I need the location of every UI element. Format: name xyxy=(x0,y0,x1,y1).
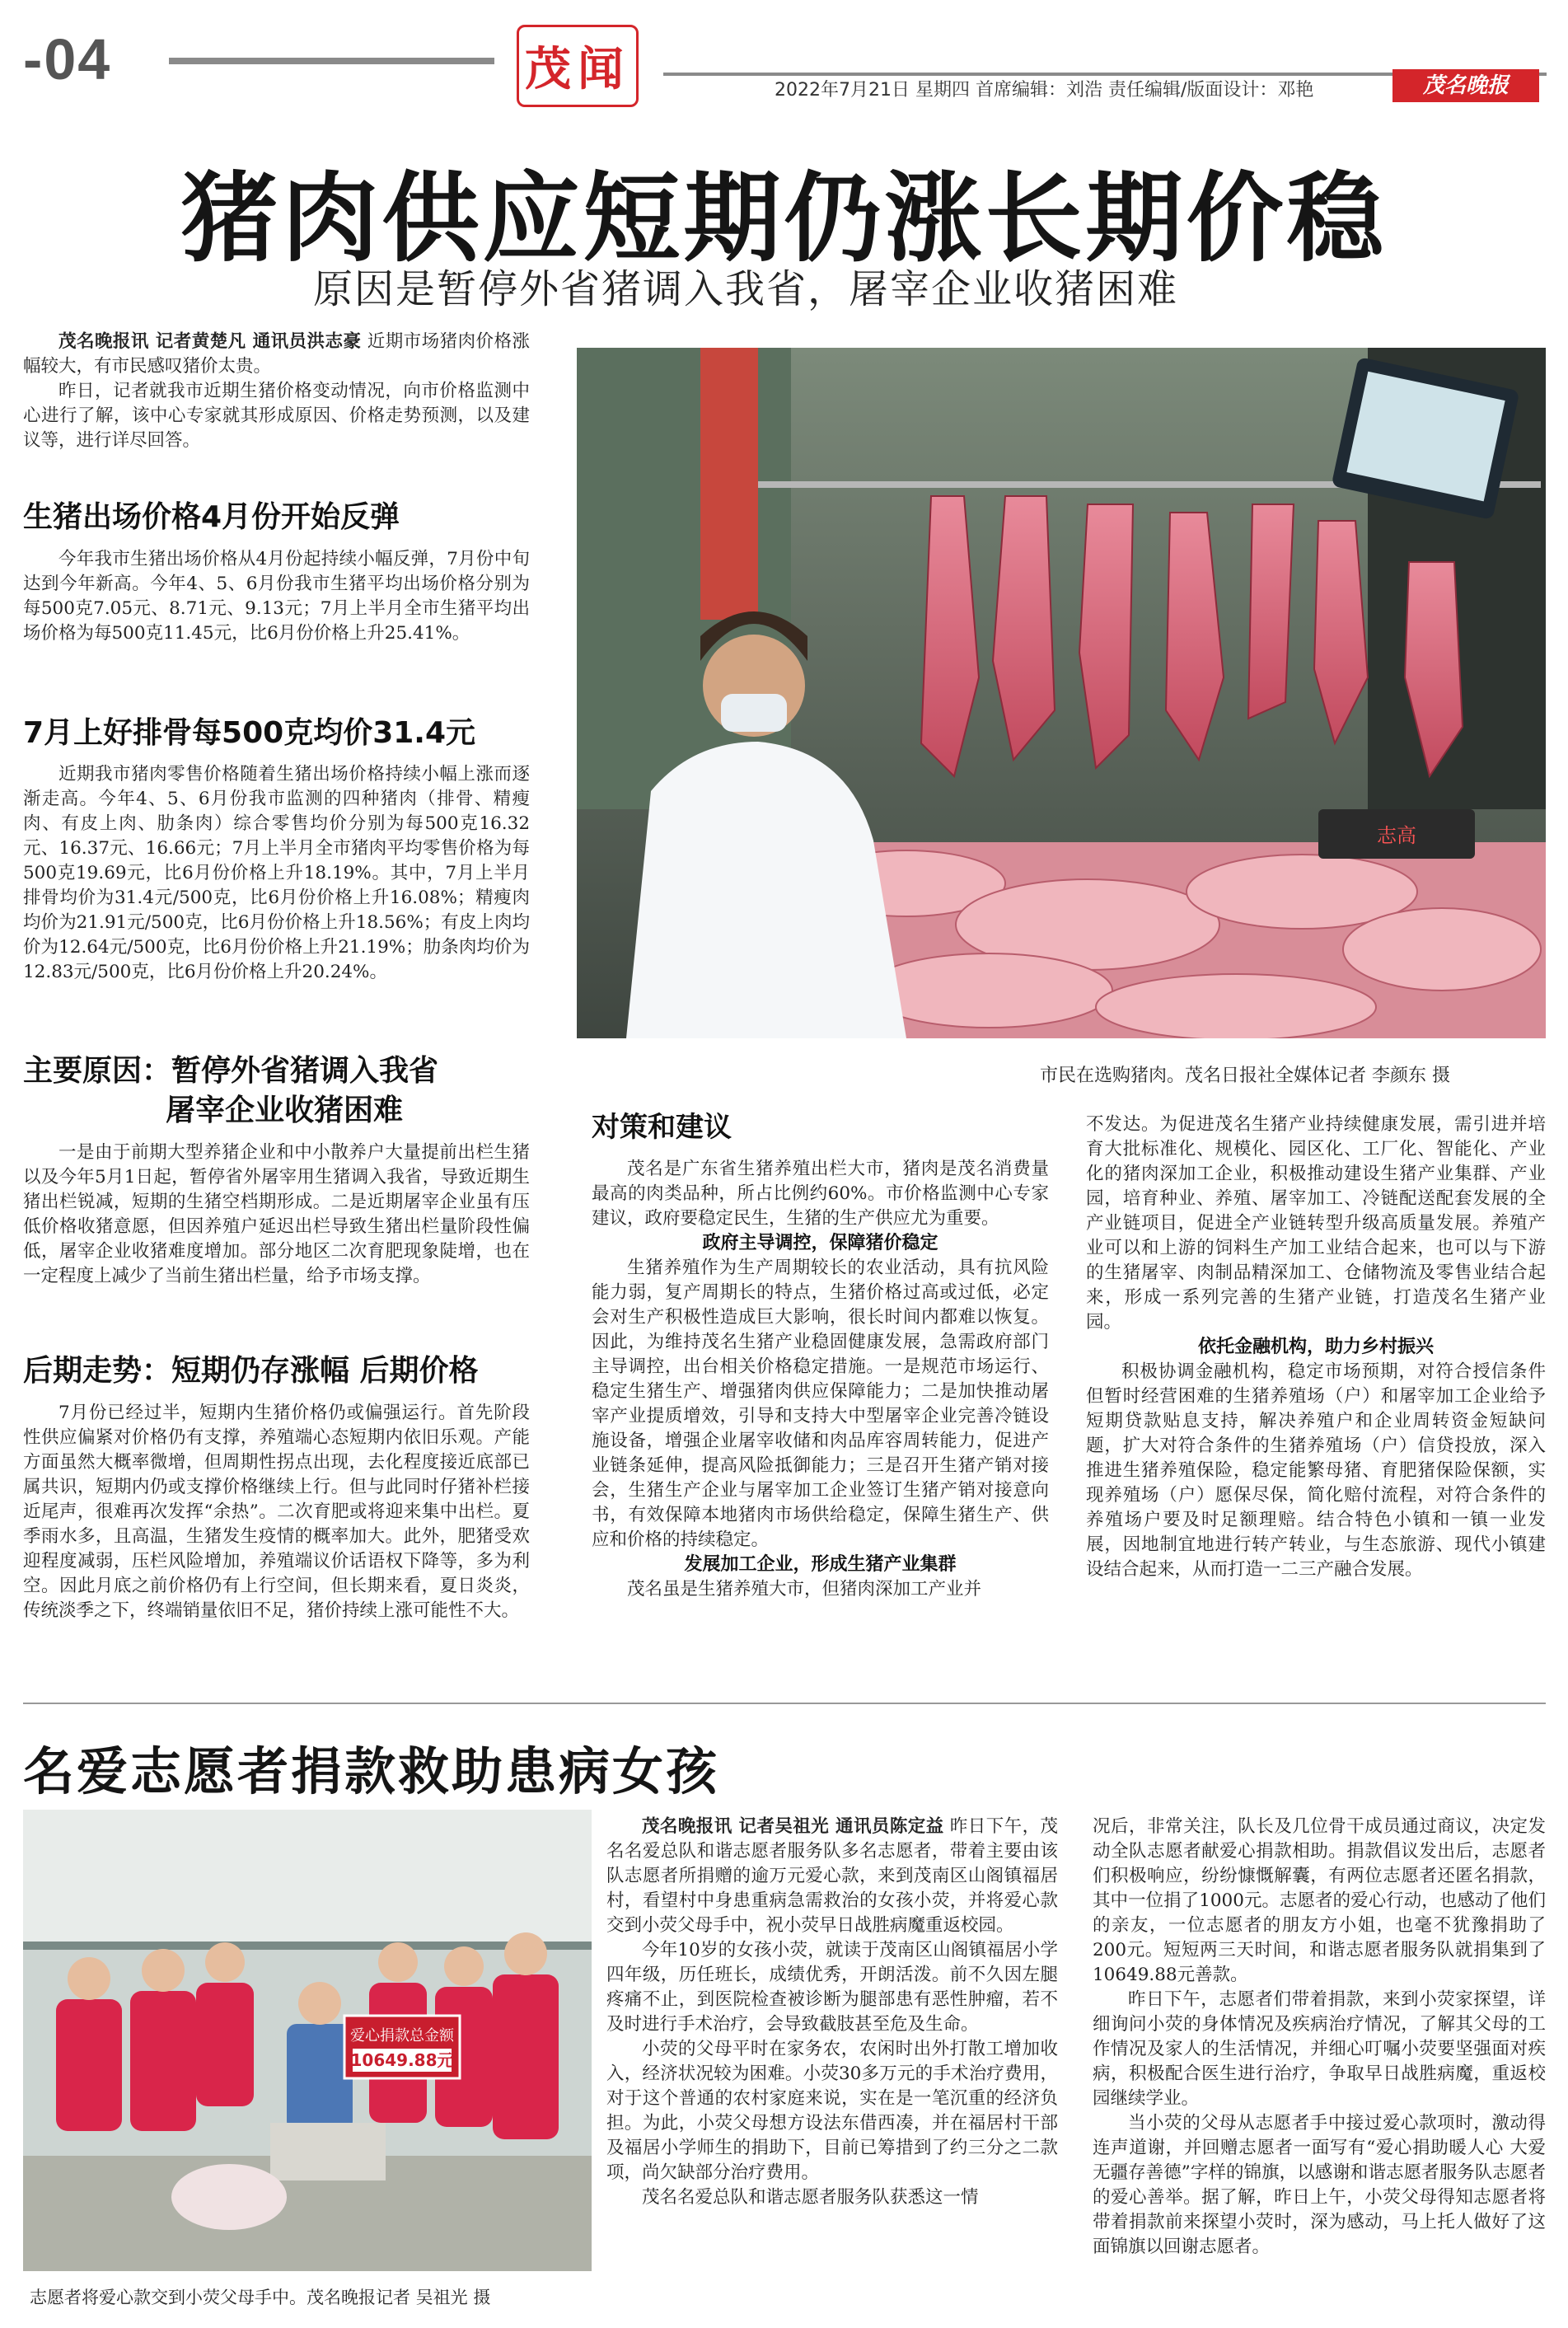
section3-title-line1: 主要原因：暂停外省猪调入我省 xyxy=(23,1054,439,1088)
article2-lead xyxy=(606,1815,1058,1938)
lead-paragraph xyxy=(23,330,530,379)
main-subhead: 原因是暂停外省猪调入我省，屠宰企业收猪困难 xyxy=(313,266,1179,312)
countermeasures-title: 对策和建议 xyxy=(592,1111,732,1144)
sub2-text-b: 不发达。为促进茂名生猪产业持续健康发展，需引进并培育大批标准化、规模化、园区化、工厂化、智能化、产业化的猪肉深加工企业，积极推动建设生猪产业集群、产业园，培育种业、养殖、屠宰加工、冷链配送配套发展的全产业链项目，促进全产业链转型升级高质量发展。养殖产业可以和上游的饲料生产加工业结合起来，也可以与下游的生猪屠宰、肉制品精深加工、仓储物流及零售业结合起来，形成一系列完善的生猪产业链，打造茂名生猪产业园。 xyxy=(1086,1114,1546,1333)
header-rule-left xyxy=(169,58,494,64)
article2-p6: 昨日下午，志愿者们带着捐款，来到小荧家探望，详细询问小荧的身体情况及疾病治疗情况，了解其父母的工作情况及家人的生活情况，并细心叮嘱小荧要坚强面对疾病，积极配合医生进行治疗，争取早日战胜病魔，重返校园继续学业。 xyxy=(1093,1989,1546,2109)
countermeasures-col2 xyxy=(1086,1112,1546,1582)
volunteer-photo-caption: 志愿者将爱心款交到小荧父母手中。茂名晚报记者 吴祖光 摄 xyxy=(30,2288,491,2307)
section1-body xyxy=(23,547,530,646)
section2-body xyxy=(23,762,530,985)
intro-paragraph: 昨日，记者就我市近期生猪价格变动情况，向市价格监测中心进行了解，该中心专家就其形成原因、价格走势预测，以及建议等，进行详尽回答。 xyxy=(23,381,530,451)
section3-title xyxy=(23,1052,530,1131)
section-badge: 茂闻 xyxy=(517,25,639,107)
market-photo-illustration xyxy=(577,348,1546,1038)
article2-col1 xyxy=(606,1815,1058,2210)
volunteer-photo-illustration xyxy=(23,1810,592,2271)
article2-p3: 小荧的父母平时在家务农，农闲时出外打散工增加收入，经济状况较为困难。小荧30多万元的手术治疗费用，对于这个普通的农村家庭来说，实在是一笔沉重的经济负担。为此，小荧父母想方设法东借西凑，并在福居村干部及福居小学师生的捐助下，目前已筹措到了约三分之二款项，尚欠缺部分治疗费用。 xyxy=(606,2039,1058,2183)
article2-p7: 当小荧的父母从志愿者手中接过爱心款项时，激动得连声道谢，并回赠志愿者一面写有“爱心捐助暖人心 大爱无疆存善德”字样的锦旗，以感谢和谐志愿者服务队志愿者的爱心善举。据了解，昨日上午，小荧父母得知志愿者将带着捐款前来探望小荧时，深为感动，马上托人做好了这面锦旗以回谢志愿者。 xyxy=(1093,2113,1546,2257)
donation-sign-title: 爱心捐款总金额 xyxy=(350,2027,454,2045)
main-headline: 猪肉供应短期仍涨长期价稳 xyxy=(180,162,1388,275)
section3-text: 一是由于前期大型养猪企业和中小散养户大量提前出栏生猪以及今年5月1日起，暂停省外屠宰用生猪调入我省，导致近期生猪出栏锐减，短期的生猪空档期形成。二是近期屠宰企业虽有压低价格收猪意愿，但因养殖户延迟出栏导致生猪出栏量阶段性偏低，屠宰企业收猪难度增加。部分地区二次育肥现象陡增，也在一定程度上减少了当前生猪出栏量，给予市场支撑。 xyxy=(23,1142,530,1286)
section2-text: 近期我市猪肉零售价格随着生猪出场价格持续小幅上涨而逐渐走高。今年4、5、6月份我市监测的四种猪肉（排骨、精瘦肉、有皮上肉、肋条肉）综合零售均价分别为每500克16.32元、16.37元、16.66元；7月上半月全市猪肉平均零售价格为每500克19.69元，比6月份价格上升18.19%。其中，7月上半月排骨均价为31.4元/500克，比6月份价格上升16.08%；精瘦肉均价为21.91元/500克，比6月份价格上升18.56%；有皮上肉均价为12.64元/500克，比6月份价格上升21.19%；肋条肉均价为12.83元/500克，比6月份价格上升20.24%。 xyxy=(23,764,530,982)
masthead-logo: 茂名晚报 xyxy=(1392,69,1539,102)
article2-p2: 今年10岁的女孩小荧，就读于茂南区山阁镇福居小学四年级，历任班长，成绩优秀，开朗活泼。前不久因左腿疼痛不止，到医院检查被诊断为腿部患有恶性肿瘤，若不及时进行手术治疗，会导致截肢甚至危及生命。 xyxy=(606,1940,1058,2035)
lead-byline: 茂名晚报讯 记者黄楚凡 通讯员洪志豪 xyxy=(59,331,362,352)
article2-headline: 名爱志愿者捐款救助患病女孩 xyxy=(23,1741,720,1801)
sub1-title: 政府主导调控，保障猪价稳定 xyxy=(702,1233,938,1253)
section4-text: 7月份已经过半，短期内生猪价格仍或偏强运行。首先阶段性供应偏紧对价格仍有支撑，养殖端心态短期内依旧乐观。产能方面虽然大概率微增，但周期性拐点出现，去化程度接近底部已属共识，短期内仍或支撑价格继续上行。但与此同时仔猪补栏接近尾声，很难再次发挥“余热”。二次育肥或将迎来集中出栏。夏季雨水多，且高温，生猪发生疫情的概率加大。此外，肥猪受欢迎程度减弱，压栏风险增加，养殖端议价话语权下降等，多为利空。因此月底之前价格仍有上行空间，但长期来看，夏日炎炎，传统淡季之下，终端销量依旧不足，猪价持续上涨可能性不大。 xyxy=(23,1403,530,1621)
issue-info: 2022年7月21日 星期四 首席编辑：刘浩 责任编辑/版面设计：邓艳 xyxy=(775,80,1314,101)
section1-text: 今年我市生猪出场价格从4月份起持续小幅反弹，7月份中旬达到今年新高。今年4、5、6月份我市生猪平均出场价格分别为每500克7.05元、8.71元、9.13元；7月上半月全市生猪平均出场价格为每500克11.45元，比6月份价格上升25.41%。 xyxy=(23,549,530,644)
article2-p4: 茂名名爱总队和谐志愿者服务队获悉这一情 xyxy=(642,2187,979,2208)
scale-brand: 志高 xyxy=(1377,824,1416,847)
sub1-text: 生猪养殖作为生产周期较长的农业活动，具有抗风险能力弱，复产周期长的特点，生猪价格过高或过低，必定会对生产积极性造成巨大影响，很长时间内都难以恢复。因此，为维持茂名生猪产业稳固健康发展，急需政府部门主导调控，出台相关价格稳定措施。一是规范市场运行、稳定生猪生产、增强猪肉供应保障能力；二是加快推动屠宰产业提质增效，引导和支持大中型屠宰企业完善冷链设施设备，增强企业屠宰收储和肉品库容周转能力，促进产业链条延伸，提高风险抵御能力；三是召开生猪产销对接会，生猪生产企业与屠宰加工企业签订生猪产销对接意向书，有效保障本地猪肉市场供给稳定，保障生猪生产、供应和价格的持续稳定。 xyxy=(592,1258,1049,1550)
market-photo xyxy=(577,348,1546,1038)
article1-left-column xyxy=(23,330,530,453)
sub3-title: 依托金融机构，助力乡村振兴 xyxy=(1197,1337,1434,1357)
donation-sign-amount: 10649.88元 xyxy=(350,2050,454,2070)
lead-text: 近期市场猪肉价格涨幅较大，有市民感叹猪价太贵。 xyxy=(23,331,530,377)
market-photo-caption: 市民在选购猪肉。茂名日报社全媒体记者 李颜东 摄 xyxy=(1040,1066,1450,1086)
page-number: -04 xyxy=(23,27,112,91)
sub3-text: 积极协调金融机构，稳定市场预期，对符合授信条件但暂时经营困难的生猪养殖场（户）和屠宰加工企业给予短期贷款贴息支持，解决养殖户和企业周转资金短缺问题，扩大对符合条件的生猪养殖场（户）信贷投放，深入推进生猪养殖保险，稳定能繁母猪、育肥猪保险保额，实现养殖场（户）愿保尽保，简化赔付流程，对符合条件的养殖场户要及时足额理赔。结合特色小镇和一镇一业发展，因地制宜地进行转产转业，与生态旅游、现代小镇建设结合起来，从而打造一二三产融合发展。 xyxy=(1086,1361,1546,1580)
article2-byline: 茂名晚报讯 记者吴祖光 通讯员陈定益 xyxy=(642,1816,944,1837)
volunteer-photo xyxy=(23,1810,592,2271)
section3-title-line2: 屠宰企业收猪困难 xyxy=(166,1094,404,1127)
countermeasures-col1 xyxy=(592,1157,1049,1602)
section4-title: 后期走势：短期仍存涨幅 后期价格 xyxy=(23,1354,479,1388)
article2-p5: 况后，非常关注，队长及几位骨干成员通过商议，决定发动全队志愿者献爱心捐款相助。捐款倡议发出后，志愿者们积极响应，纷纷慷慨解囊，有两位志愿者还匿名捐款，其中一位捐了1000元。志愿者的爱心行动，也感动了他们的亲友，一位志愿者的朋友方小姐，也毫不犹豫捐助了200元。短短两三天时间，和谐志愿者服务队就捐集到了10649.88元善款。 xyxy=(1093,1816,1546,1985)
article2-lead-text: 昨日下午，茂名名爱总队和谐志愿者服务队多名志愿者，带着主要由该队志愿者所捐赠的逾万元爱心款，来到茂南区山阁镇福居村，看望村中身患重病急需救治的女孩小荧，并将爱心款交到小荧父母手中，祝小荧早日战胜病魔重返校园。 xyxy=(606,1816,1058,1936)
countermeasures-intro: 茂名是广东省生猪养殖出栏大市，猪肉是茂名消费量最高的肉类品种，所占比例约60%。市价格监测中心专家建议，政府要稳定民生，生猪的生产供应尤为重要。 xyxy=(592,1159,1049,1229)
section2-title: 7月上好排骨每500克均价31.4元 xyxy=(23,716,476,750)
sub2-text-a: 茂名虽是生猪养殖大市，但猪肉深加工产业并 xyxy=(627,1579,982,1600)
donation-sign xyxy=(344,2016,460,2078)
section3-body xyxy=(23,1141,530,1289)
sub2-title: 发展加工企业，形成生猪产业集群 xyxy=(684,1554,957,1575)
article2-col2 xyxy=(1093,1815,1546,2260)
section4-body xyxy=(23,1401,530,1623)
article-divider xyxy=(23,1703,1546,1704)
section1-title: 生猪出场价格4月份开始反弹 xyxy=(23,500,400,534)
